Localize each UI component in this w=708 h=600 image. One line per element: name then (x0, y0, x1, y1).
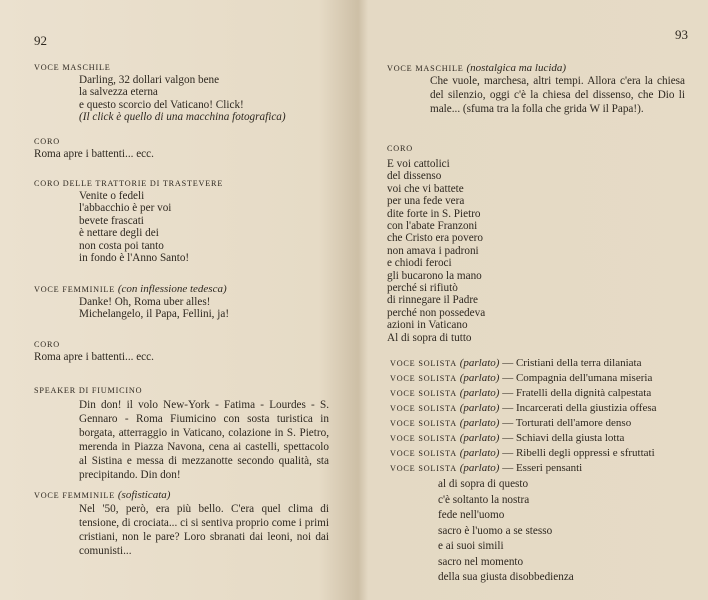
soloist-note: (parlato) (459, 402, 500, 414)
soloist-tag: VOCE SOLISTA (390, 434, 457, 443)
speaker-label: CORO (34, 137, 60, 146)
soloist-line (390, 447, 655, 459)
verse-block (79, 190, 189, 264)
speaker-label: VOCE MASCHILE (34, 63, 111, 72)
soloist-text: — Fratelli della dignità calpestata (502, 387, 652, 399)
verse-block (34, 148, 154, 160)
soloist-note: (parlato) (459, 357, 500, 369)
verse-line: della sua giusta disobbedienza (438, 571, 574, 583)
prose-block: Din don! il volo New-York - Fatima - Lourdes - S. Gennaro - Roma Fiumicino con sosta turistica in borgata, atterraggio in Vaticano, colazione in S. Pietro, merenda in Piazza Navona, cena ai castelli, spettacolo al Sistina e messa di mezzanotte secondo qualità, sta precipitando. Din don! (79, 399, 329, 481)
soloist-note: (parlato) (459, 432, 500, 444)
stage-direction: (Il click è quello di una macchina fotografica) (79, 111, 286, 124)
soloist-line (390, 372, 652, 384)
verse-line: Roma apre i battenti... ecc. (34, 148, 154, 160)
soloist-text: — Esseri pensanti (502, 462, 583, 474)
verse-line: l'abbacchio è per voi (79, 202, 172, 215)
speaker-label: SPEAKER DI FIUMICINO (34, 386, 143, 395)
soloist-line (390, 462, 582, 474)
verse-line: Michelangelo, il Papa, Fellini, ja! (79, 308, 230, 321)
verse-line: per una fede vera (387, 195, 465, 208)
speaker-label: CORO (387, 144, 413, 153)
verse-line: del dissenso (387, 170, 442, 183)
soloist-line (390, 402, 657, 414)
verse-line: è nettare degli dei (79, 227, 159, 240)
speaker-name: VOCE FEMMINILE (34, 491, 116, 500)
verse-line: bevete frascati (79, 214, 144, 227)
verse-line: in fondo è l'Anno Santo! (79, 252, 190, 265)
soloist-tag: VOCE SOLISTA (390, 374, 457, 383)
soloist-tag: VOCE SOLISTA (390, 404, 457, 413)
right-page (356, 0, 708, 600)
speaker-note: (con inflessione tedesca) (117, 283, 227, 295)
page-number: 93 (675, 27, 688, 42)
verse-line: non amava i padroni (387, 244, 479, 257)
soloist-text: — Incarcerati della giustizia offesa (502, 402, 657, 414)
verse-line: e questo scorcio del Vaticano! Click! (79, 98, 244, 111)
prose-block: Che vuole, marchesa, altri tempi. Allora c'era la chiesa del silenzio, oggi c'è la chiesa del dissenso, che Dio li male... (sfuma tra la folla che grida W il Papa!). (430, 75, 685, 115)
verse-line: dite forte in S. Pietro (387, 207, 481, 220)
soloist-tag: VOCE SOLISTA (390, 449, 457, 458)
speaker-label (34, 489, 170, 501)
verse-line: Al di sopra di tutto (387, 331, 472, 344)
soloist-note: (parlato) (459, 372, 500, 384)
verse-line: la salvezza eterna (79, 86, 158, 99)
speaker-name: VOCE MASCHILE (387, 64, 464, 73)
speaker-name: VOCE FEMMINILE (34, 285, 116, 294)
verse-line: non costa poi tanto (79, 239, 164, 252)
soloist-line (390, 417, 631, 429)
verse-line: perché non possedeva (387, 306, 486, 319)
verse-line: che Cristo era povero (387, 232, 483, 245)
soloist-note: (parlato) (459, 387, 500, 399)
verse-block (438, 477, 574, 586)
verse-line: perché si rifiutò (387, 282, 458, 295)
verse-line: fede nell'uomo (438, 509, 505, 521)
soloist-tag: VOCE SOLISTA (390, 389, 457, 398)
verse-line: voi che vi battete (387, 182, 464, 195)
soloist-tag: VOCE SOLISTA (390, 464, 457, 473)
verse-line: e ai suoi simili (438, 540, 504, 552)
verse-block (387, 158, 485, 344)
verse-line: con l'abate Franzoni (387, 220, 478, 233)
verse-block (79, 296, 229, 321)
soloist-line (390, 357, 641, 369)
verse-line: di rinnegare il Padre (387, 294, 479, 307)
soloist-text: — Cristiani della terra dilaniata (502, 357, 642, 369)
verse-line: Venite o fedeli (79, 190, 145, 202)
speaker-note: (nostalgica ma lucida) (466, 62, 567, 74)
soloist-line (390, 432, 624, 444)
soloist-text: — Schiavi della giusta lotta (502, 432, 625, 444)
soloist-note: (parlato) (459, 417, 500, 429)
prose-block: Nel '50, però, era più bello. C'era quel clima di tensione, di crociata... ci si sentiva proprio come i primi cristiani, non le pare? Loro sbranati dai leoni, noi dai comunisti... (79, 503, 329, 557)
verse-line: e chiodi feroci (387, 257, 452, 270)
verse-line: Danke! Oh, Roma uber alles! (79, 296, 211, 308)
verse-line: Roma apre i battenti... ecc. (34, 351, 154, 363)
soloist-text: — Torturati dell'amore denso (502, 417, 632, 429)
verse-line: sacro nel momento (438, 555, 524, 568)
speaker-label: CORO DELLE TRATTORIE DI TRASTEVERE (34, 179, 224, 188)
soloist-note: (parlato) (459, 447, 500, 459)
speaker-label: CORO (34, 340, 60, 349)
soloist-tag: VOCE SOLISTA (390, 359, 457, 368)
soloist-text: — Compagnia dell'umana miseria (502, 372, 653, 384)
soloist-line (390, 387, 651, 399)
verse-line: sacro è l'uomo a se stesso (438, 524, 553, 537)
verse-line: c'è soltanto la nostra (438, 493, 530, 506)
verse-block (79, 74, 286, 124)
speaker-note: (sofisticata) (117, 489, 171, 501)
soloist-note: (parlato) (459, 462, 500, 474)
verse-line: E voi cattolici (387, 158, 450, 170)
soloist-text: — Ribelli degli oppressi e sfruttati (502, 447, 655, 459)
verse-line: Darling, 32 dollari valgon bene (79, 74, 220, 86)
verse-line: al di sopra di questo (438, 478, 529, 490)
verse-line: gli bucarono la mano (387, 269, 482, 282)
speaker-label (387, 62, 566, 74)
soloist-tag: VOCE SOLISTA (390, 419, 457, 428)
verse-block (34, 351, 154, 363)
speaker-label (34, 283, 227, 295)
page-number: 92 (34, 33, 47, 48)
verse-line: azioni in Vaticano (387, 319, 468, 332)
